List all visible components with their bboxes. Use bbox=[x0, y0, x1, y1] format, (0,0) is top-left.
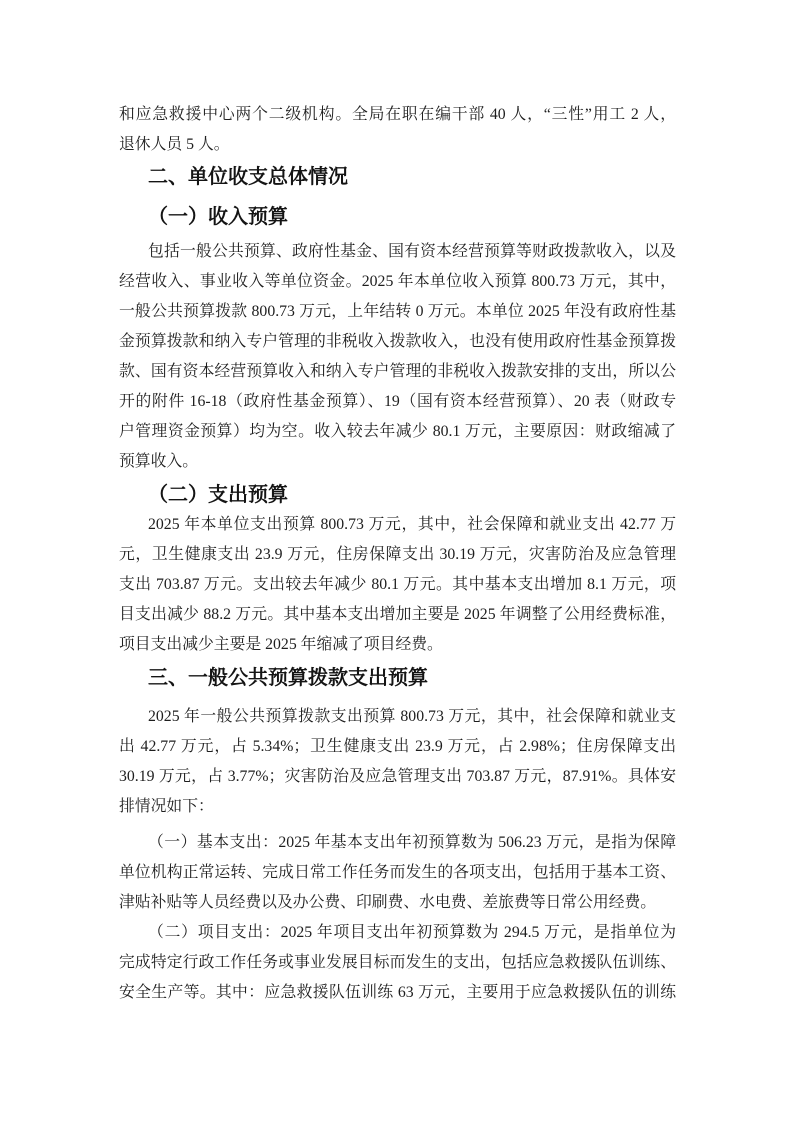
paragraph-staffing-continued bbox=[119, 100, 676, 160]
text-line: 开的附件 16-18（政府性基金预算）、19（国有资本经营预算）、20 表（财政专 bbox=[119, 393, 676, 410]
text-line: 包括一般公共预算、政府性基金、国有资本经营预算等财政拨款收入，以及 bbox=[148, 243, 676, 260]
text-line: 经营收入、事业收入等单位资金。2025 年本单位收入预算 800.73 万元，其中， bbox=[119, 273, 676, 290]
text-line: 单位机构正常运转、完成日常工作任务而发生的各项支出，包括用于基本工资、 bbox=[119, 864, 676, 881]
text-line: 元，卫生健康支出 23.9 万元，住房保障支出 30.19 万元，灾害防治及应急管理 bbox=[119, 546, 676, 563]
text-line: 退休人员 5 人。 bbox=[119, 136, 230, 153]
text-line: 和应急救援中心两个二级机构。全局在职在编干部 40 人，“三性”用工 2 人， bbox=[119, 106, 676, 123]
text-line: 目支出减少 88.2 万元。其中基本支出增加主要是 2025 年调整了公用经费标准， bbox=[119, 606, 676, 623]
text-line: 出 42.77 万元，占 5.34%；卫生健康支出 23.9 万元，占 2.98%；住房保障支出 bbox=[119, 738, 676, 755]
paragraph-income-budget bbox=[119, 237, 676, 477]
text-line: 户管理资金预算）均为空。收入较去年减少 80.1 万元，主要原因：财政缩减了 bbox=[119, 423, 676, 440]
paragraph-expenditure-budget bbox=[119, 510, 676, 660]
text-line: （一）基本支出：2025 年基本支出年初预算数为 506.23 万元，是指为保障 bbox=[148, 834, 676, 851]
heading-income-budget: （一）收入预算 bbox=[148, 206, 288, 228]
paragraph-general-budget-overview bbox=[119, 702, 676, 822]
text-line: 2025 年本单位支出预算 800.73 万元，其中，社会保障和就业支出 42.77 万 bbox=[148, 516, 676, 533]
text-line: 金预算拨款和纳入专户管理的非税收入拨款收入，也没有使用政府性基金预算拨 bbox=[119, 333, 676, 350]
text-line: 一般公共预算拨款 800.73 万元，上年结转 0 万元。本单位 2025 年没有政府性基 bbox=[119, 303, 676, 320]
heading-section-3-general-public-budget: 三、一般公共预算拨款支出预算 bbox=[148, 667, 428, 689]
text-line: 2025 年一般公共预算拨款支出预算 800.73 万元，其中，社会保障和就业支 bbox=[148, 708, 676, 725]
text-line: 款、国有资本经营预算收入和纳入专户管理的非税收入拨款安排的支出，所以公 bbox=[119, 363, 676, 380]
text-line: （二）项目支出：2025 年项目支出年初预算数为 294.5 万元，是指单位为 bbox=[148, 924, 676, 941]
text-line: 30.19 万元，占 3.77%；灾害防治及应急管理支出 703.87 万元，87.91%。具体安 bbox=[119, 768, 676, 785]
heading-section-2-overall-income-expenditure: 二、单位收支总体情况 bbox=[148, 166, 348, 188]
text-line: 预算收入。 bbox=[119, 453, 198, 470]
text-line: 排情况如下： bbox=[119, 798, 214, 815]
text-line: 完成特定行政工作任务或事业发展目标而发生的支出，包括应急救援队伍训练、 bbox=[119, 954, 676, 971]
paragraph-basic-expenditure bbox=[119, 828, 676, 918]
text-line: 安全生产等。其中：应急救援队伍训练 63 万元，主要用于应急救援队伍的训练 bbox=[119, 984, 676, 1001]
text-line: 津贴补贴等人员经费以及办公费、印刷费、水电费、差旅费等日常公用经费。 bbox=[119, 894, 657, 911]
heading-expenditure-budget: （二）支出预算 bbox=[148, 484, 288, 506]
text-line: 支出 703.87 万元。支出较去年减少 80.1 万元。其中基本支出增加 8.1 万元，项 bbox=[119, 576, 676, 593]
document-body bbox=[119, 100, 676, 1008]
text-line: 项目支出减少主要是 2025 年缩减了项目经费。 bbox=[119, 636, 443, 653]
paragraph-project-expenditure bbox=[119, 918, 676, 1008]
